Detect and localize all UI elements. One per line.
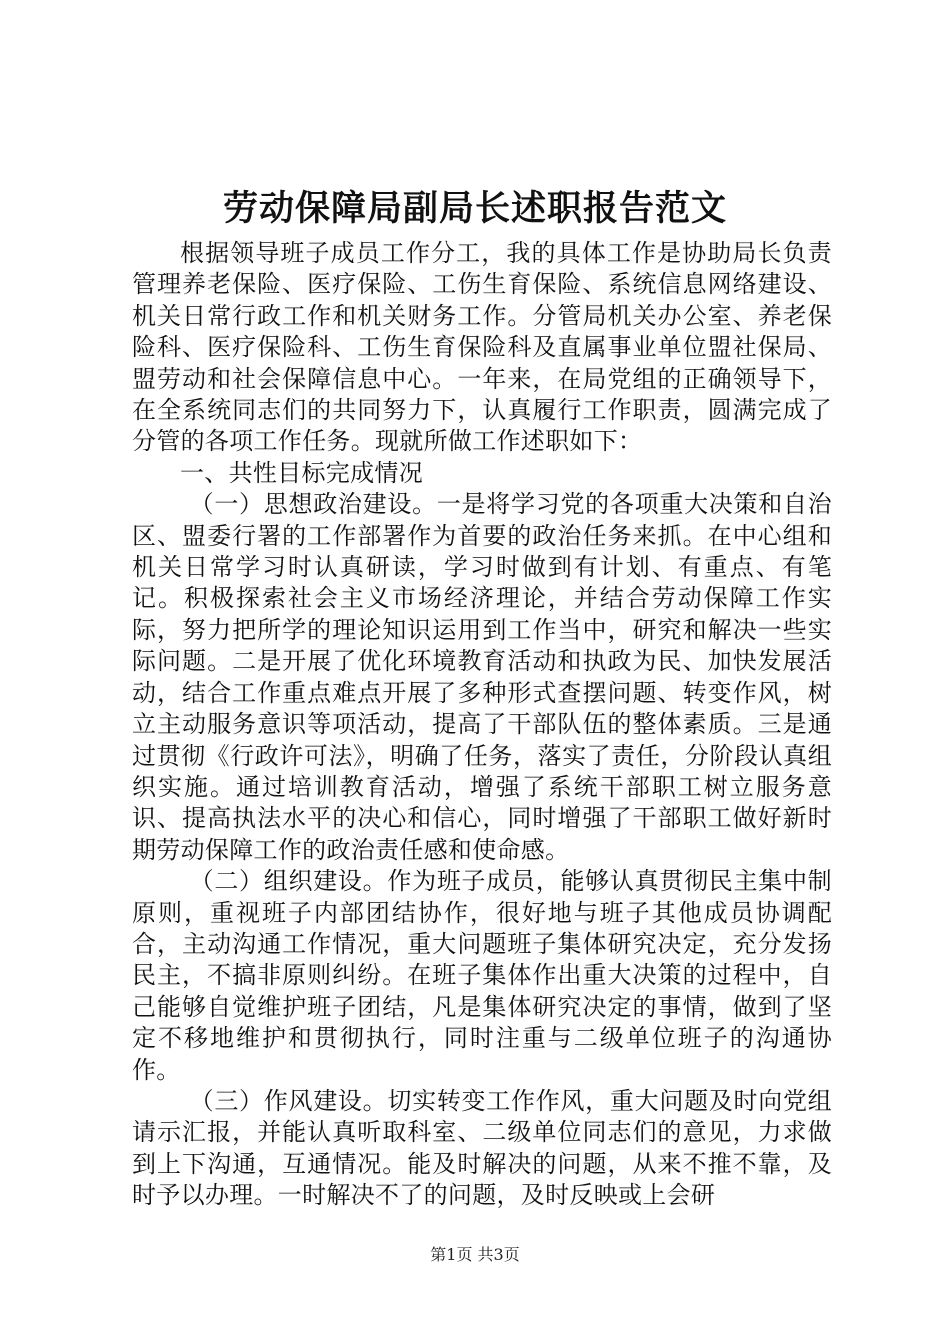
- subsection-paragraph-3: （三）作风建设。切实转变工作作风，重大问题及时向党组请示汇报，并能认真听取科室、二级单位同志们的意见，力求做到上下沟通，互通情况。能及时解决的问题，从来不推不靠，及时予以办理。一时解决不了的问题，及时反映或上会研: [132, 1086, 832, 1210]
- intro-paragraph: 根据领导班子成员工作分工，我的具体工作是协助局长负责管理养老保险、医疗保险、工伤生育保险、系统信息网络建设、机关日常行政工作和机关财务工作。分管局机关办公室、养老保险科、医疗保险科、工伤生育保险科及直属事业单位盟社保局、盟劳动和社会保障信息中心。一年来，在局党组的正确领导下，在全系统同志们的共同努力下，认真履行工作职责，圆满完成了分管的各项工作任务。现就所做工作述职如下：: [132, 239, 832, 456]
- document-title: 劳动保障局副局长述职报告范文: [222, 189, 727, 229]
- subsection-paragraph-1: （一）思想政治建设。一是将学习党的各项重大决策和自治区、盟委行署的工作部署作为首要的政治任务来抓。在中心组和机关日常学习时认真研读，学习时做到有计划、有重点、有笔记。积极探索社会主义市场经济理论，并结合劳动保障工作实际，努力把所学的理论知识运用到工作当中，研究和解决一些实际问题。二是开展了优化环境教育活动和执政为民、加快发展活动，结合工作重点难点开展了多种形式查摆问题、转变作风，树立主动服务意识等项活动，提高了干部队伍的整体素质。三是通过贯彻《行政许可法》，明确了任务，落实了责任，分阶段认真组织实施。通过培训教育活动，增强了系统干部职工树立服务意识、提高执法水平的决心和信心，同时增强了干部职工做好新时期劳动保障工作的政治责任感和使命感。: [132, 490, 832, 864]
- page-number: 第1页 共3页: [430, 1245, 520, 1264]
- section-heading: 一、共性目标完成情况: [180, 458, 423, 487]
- document-body: [132, 238, 832, 1212]
- subsection-paragraph-2: （二）组织建设。作为班子成员，能够认真贯彻民主集中制原则，重视班子内部团结协作，很好地与班子其他成员协调配合，主动沟通工作情况，重大问题班子集体研究决定，充分发扬民主，不搞非原则纠纷。在班子集体作出重大决策的过程中，自己能够自觉维护班子团结，凡是集体研究决定的事情，做到了坚定不移地维护和贯彻执行，同时注重与二级单位班子的沟通协作。: [132, 867, 832, 1084]
